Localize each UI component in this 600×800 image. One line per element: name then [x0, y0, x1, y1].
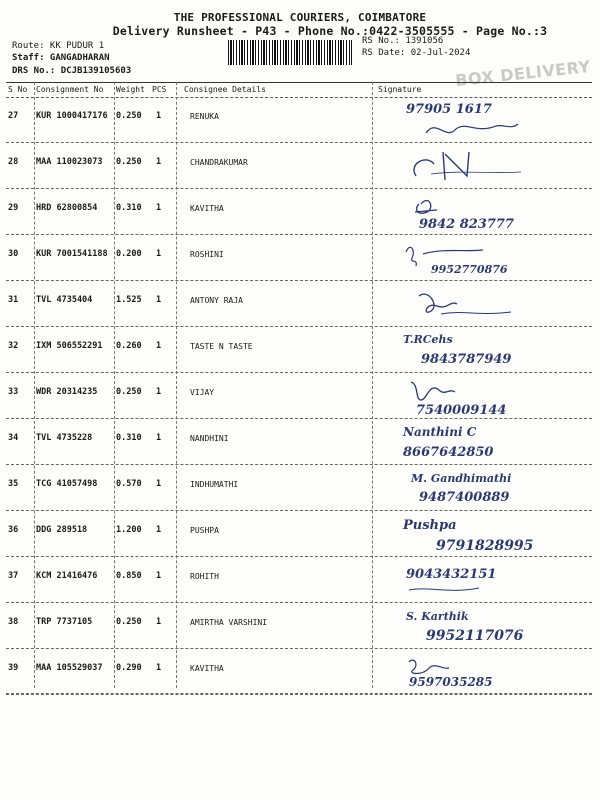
table-row	[6, 373, 592, 419]
row-pcs: 1	[156, 571, 162, 581]
row-consignee: KAVITHA	[190, 664, 224, 673]
row-consignment: DDG 289518	[36, 525, 88, 535]
table-row	[6, 557, 592, 603]
runsheet-title: Delivery Runsheet - P43 - Phone No.:0422-3505555 - Page No.:3	[112, 24, 548, 38]
box-delivery-stamp: BOX DELIVERY	[454, 56, 592, 91]
row-pcs: 1	[156, 387, 162, 397]
row-weight: 0.260	[116, 341, 142, 351]
row-pcs: 1	[156, 341, 162, 351]
row-consignment: TVL 4735228	[36, 433, 93, 443]
row-consignment: KCM 21416476	[36, 571, 98, 581]
svg-text:S. Karthik: S. Karthik	[406, 610, 469, 623]
drs-number: DRS No.: DCJB139105603	[12, 66, 132, 76]
row-sno: 38	[8, 617, 19, 627]
row-sno: 36	[8, 525, 19, 535]
svg-text:Pushpa: Pushpa	[403, 518, 457, 533]
svg-text:T.RCehs: T.RCehs	[403, 333, 453, 346]
table-row	[6, 649, 592, 695]
table-row	[6, 189, 592, 235]
row-consignment: KUR 7001541188	[36, 249, 108, 259]
row-sno: 28	[8, 157, 19, 167]
row-consignment: IXM 506552291	[36, 341, 103, 351]
row-sno: 27	[8, 111, 19, 121]
signature-handwriting	[401, 100, 591, 140]
svg-text:8667642850: 8667642850	[403, 445, 494, 460]
svg-text:9487400889: 9487400889	[419, 490, 510, 505]
col-consignee: Consignee Details	[184, 85, 266, 94]
signature-handwriting	[401, 284, 591, 324]
row-sno: 33	[8, 387, 19, 397]
row-sno: 34	[8, 433, 19, 443]
row-consignee: PUSHPA	[190, 526, 219, 535]
row-consignee: INDHUMATHI	[190, 480, 239, 489]
col-pcs: PCS	[152, 85, 167, 94]
row-consignee: KAVITHA	[190, 204, 224, 213]
row-weight: 0.850	[116, 571, 142, 581]
row-pcs: 1	[156, 479, 162, 489]
row-weight: 1.200	[116, 525, 142, 535]
barcode	[228, 40, 352, 65]
row-consignee: ANTONY RAJA	[190, 296, 243, 305]
row-pcs: 1	[156, 525, 162, 535]
row-weight: 0.290	[116, 663, 142, 673]
svg-text:97905 1617: 97905 1617	[406, 102, 492, 117]
row-consignment: KUR 1000417176	[36, 111, 108, 121]
route-label: Route: KK PUDUR 1	[12, 41, 105, 51]
row-consignee: ROSHINI	[190, 250, 224, 259]
svg-text:7540009144: 7540009144	[416, 403, 507, 416]
row-pcs: 1	[156, 249, 162, 259]
row-pcs: 1	[156, 157, 162, 167]
table-row	[6, 281, 592, 327]
row-sno: 37	[8, 571, 19, 581]
table-row	[6, 465, 592, 511]
row-pcs: 1	[156, 203, 162, 213]
col-consignment: Consignment No	[36, 85, 104, 94]
signature-handwriting	[401, 606, 591, 646]
row-sno: 30	[8, 249, 19, 259]
row-sno: 35	[8, 479, 19, 489]
signature-handwriting	[401, 146, 591, 186]
table-row	[6, 511, 592, 557]
row-consignment: WDR 20314235	[36, 387, 98, 397]
row-pcs: 1	[156, 663, 162, 673]
row-weight: 0.250	[116, 111, 142, 121]
table-row	[6, 97, 592, 143]
row-consignment: TVL 4735404	[36, 295, 93, 305]
row-weight: 0.250	[116, 387, 142, 397]
signature-handwriting	[401, 468, 591, 508]
signature-handwriting	[401, 652, 591, 692]
rs-number: RS No.: 1391056	[362, 36, 444, 46]
row-weight: 0.250	[116, 157, 142, 167]
row-consignment: MAA 110023073	[36, 157, 103, 167]
row-consignee: VIJAY	[190, 388, 215, 397]
svg-text:Nanthini C: Nanthini C	[403, 425, 477, 439]
signature-handwriting	[401, 192, 591, 232]
table-footer-line	[6, 693, 592, 694]
row-sno: 39	[8, 663, 19, 673]
svg-text:M. Gandhimathi: M. Gandhimathi	[411, 472, 512, 485]
row-consignment: TCG 41057498	[36, 479, 98, 489]
svg-text:9952770876: 9952770876	[431, 263, 508, 276]
row-pcs: 1	[156, 617, 162, 627]
table-row	[6, 235, 592, 281]
signature-handwriting	[401, 560, 591, 600]
row-consignment: TRP 7737105	[36, 617, 93, 627]
row-weight: 1.525	[116, 295, 142, 305]
row-sno: 32	[8, 341, 19, 351]
signature-handwriting	[401, 514, 591, 554]
col-weight: Weight	[116, 85, 145, 94]
rs-date: RS Date: 02-Jul-2024	[362, 48, 471, 58]
row-pcs: 1	[156, 111, 162, 121]
company-title: THE PROFESSIONAL COURIERS, COIMBATORE	[173, 11, 427, 24]
row-consignment: MAA 105529037	[36, 663, 103, 673]
row-weight: 0.200	[116, 249, 142, 259]
table-row	[6, 327, 592, 373]
row-weight: 0.250	[116, 617, 142, 627]
row-consignee: TASTE N TASTE	[190, 342, 253, 351]
svg-text:9043432151: 9043432151	[406, 567, 497, 582]
row-weight: 0.310	[116, 203, 142, 213]
row-consignee: AMIRTHA VARSHINI	[190, 618, 268, 627]
table-header	[6, 82, 592, 98]
row-pcs: 1	[156, 433, 162, 443]
row-weight: 0.570	[116, 479, 142, 489]
signature-handwriting	[401, 330, 591, 370]
row-pcs: 1	[156, 295, 162, 305]
svg-text:9843787949: 9843787949	[421, 352, 512, 367]
col-sno: S No	[8, 85, 28, 94]
svg-text:9791828995: 9791828995	[436, 538, 534, 554]
row-sno: 29	[8, 203, 19, 213]
svg-text:9952117076: 9952117076	[426, 628, 524, 644]
signature-handwriting	[401, 422, 591, 462]
row-weight: 0.310	[116, 433, 142, 443]
signature-handwriting	[401, 376, 591, 416]
row-consignee: ROHITH	[190, 572, 219, 581]
row-consignee: CHANDRAKUMAR	[190, 158, 248, 167]
row-consignee: RENUKA	[190, 112, 219, 121]
table-row	[6, 419, 592, 465]
signature-handwriting	[401, 238, 591, 278]
table-row	[6, 143, 592, 189]
row-consignment: HRD 62800854	[36, 203, 98, 213]
staff-label: Staff: GANGADHARAN	[12, 53, 110, 63]
col-signature: Signature	[378, 85, 422, 94]
svg-text:9597035285: 9597035285	[409, 675, 493, 689]
row-sno: 31	[8, 295, 19, 305]
row-consignee: NANDHINI	[190, 434, 229, 443]
table-row	[6, 603, 592, 649]
svg-text:9842 823777: 9842 823777	[419, 217, 514, 232]
